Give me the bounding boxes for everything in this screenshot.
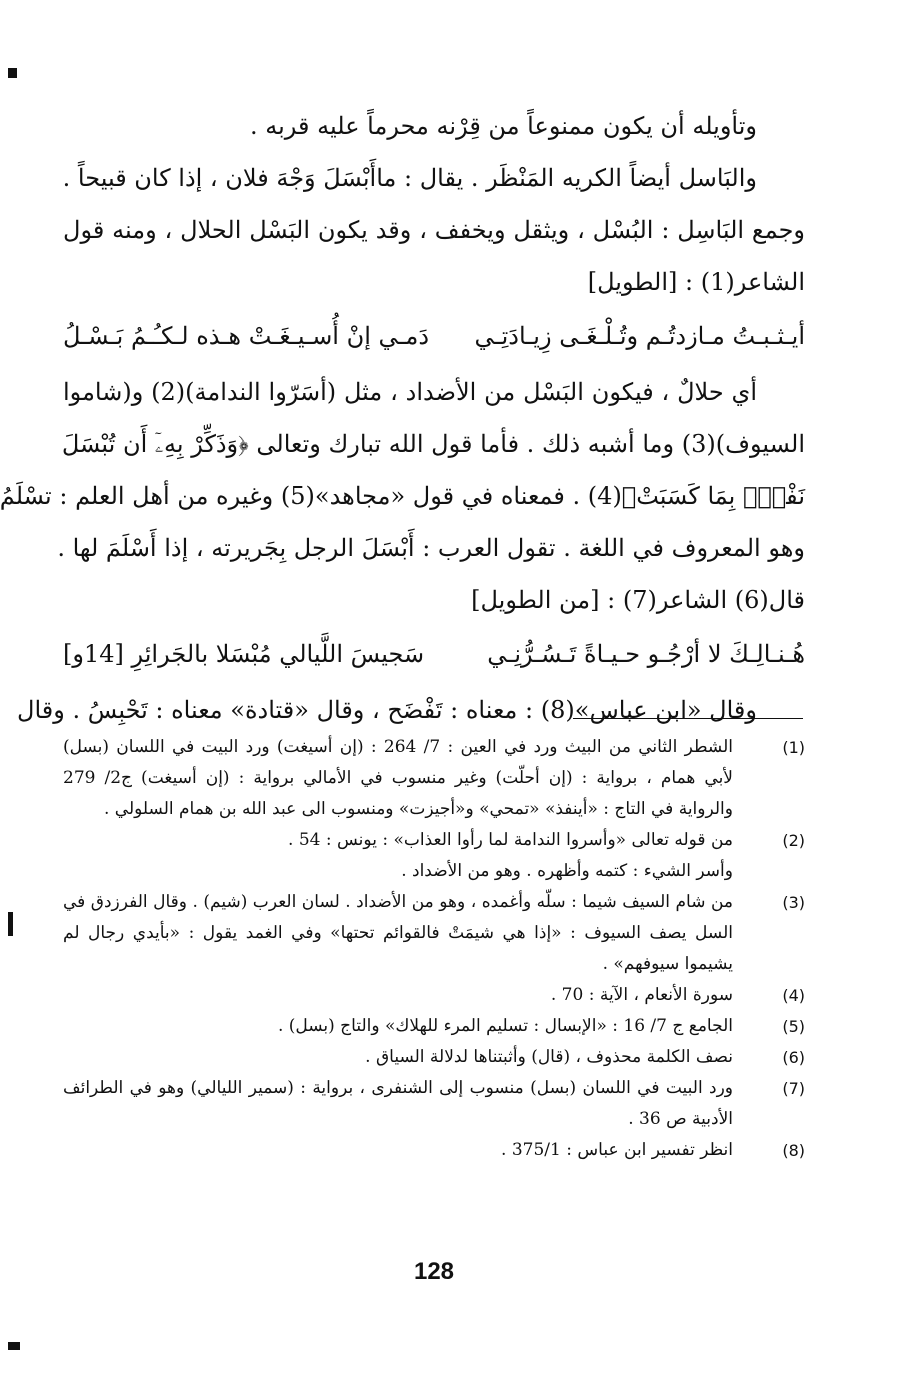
text-line: الشاعر(1) : [الطويل] bbox=[587, 268, 805, 296]
footnote-text: من شام السيف شيما : سلّه وأغمده ، وهو من الأضداد . لسان العرب (شيم) . وقال الفرزدق في السل يصف السيوف : «إذا هي شيمَتْ فالقوائم تحتها» وفي الغمد يقول : «بأيدي رجال لم يشيموا سيوفهم» . bbox=[63, 892, 733, 974]
text-line: السيوف)(3) وما أشبه ذلك . فأما قول الله تبارك وتعالى ﴿وَذَكِّرْ بِهِۦٓ أَن تُبْسَلَ bbox=[61, 430, 805, 458]
footnote-text: انظر تفسير ابن عباس : 375/1 . bbox=[501, 1140, 733, 1160]
binding-mark bbox=[8, 912, 13, 936]
main-text bbox=[0, 100, 805, 736]
text-line: وقال «ابن عباس»(8) : معناه : تَفْضَح ، وقال «قتادة» معناه : تَحْبِسُ . وقال bbox=[17, 696, 757, 724]
footnote-number: (3) bbox=[782, 893, 805, 912]
text-line: وجمع البَاسِل : البُسْل ، ويثقل ويخفف ، وقد يكون البَسْل الحلال ، ومنه قول bbox=[63, 216, 805, 244]
footnote-separator bbox=[573, 718, 803, 719]
footnote-text: الجامع ج 7/ 16 : «الإبسال : تسليم المرء للهلاك» والتاج (بسل) . bbox=[277, 1016, 733, 1036]
footnote bbox=[63, 825, 805, 856]
poem-verse bbox=[63, 308, 805, 366]
text-line: والبَاسل أيضاً الكريه المَنْظَر . يقال : ماأَبْسَلَ وَجْهَ فلان ، إذا كان قبيحاً . bbox=[62, 164, 757, 192]
footnote-number: (2) bbox=[782, 831, 805, 850]
footnote-text: نصف الكلمة محذوف ، (قال) وأثبتناها لدلالة السياق . bbox=[365, 1047, 733, 1067]
text-line: وتأويله أن يكون ممنوعاً من قِرْنه محرماً عليه قربه . bbox=[250, 112, 757, 140]
footnote bbox=[63, 1042, 805, 1073]
page-number: 128 bbox=[413, 1258, 455, 1285]
text-line: قال(6) الشاعر(7) : [من الطويل] bbox=[471, 586, 805, 614]
footnote-text: من قوله تعالى «وأسروا الندامة لما رأوا العذاب» : يونس : 54 . bbox=[288, 830, 733, 850]
footnote-number bbox=[733, 856, 805, 887]
footnote bbox=[63, 1011, 805, 1042]
footnote bbox=[63, 732, 805, 825]
binding-mark bbox=[8, 1342, 20, 1350]
text-line: نَفْسٌۢ بِمَا كَسَبَتْ﴾(4) . فمعناه في قول «مجاهد»(5) وغيره من أهل العلم : تسْلَمُ bbox=[0, 482, 805, 510]
footnote bbox=[63, 856, 805, 887]
footnotes bbox=[63, 732, 805, 1166]
footnote-number: (8) bbox=[782, 1141, 805, 1160]
verse-second-hemistich: دَمـي إنْ أُسـيـغَـتْ هـذه لـكـُـمُ بَـسْـلُ bbox=[63, 322, 430, 350]
verse-second-hemistich: سَجيسَ اللَّيالي مُبْسَلا بالجَرائِرِ [14و] bbox=[63, 640, 425, 668]
footnote bbox=[63, 1073, 805, 1135]
footnote bbox=[63, 887, 805, 980]
poem-verse bbox=[63, 626, 805, 684]
footnote bbox=[63, 1135, 805, 1166]
verse-first-hemistich: هُـنـالِـكَ لا أرْجُـو حـيـاةً تَـسُـرُّنِـي bbox=[487, 640, 805, 668]
verse-first-hemistich: أيـثـبـتُ مـازدتُـم وتُـلْـغَـى زِيـادَتِـي bbox=[474, 322, 805, 350]
footnote-text: وأسر الشيء : كتمه وأظهره . وهو من الأضداد . bbox=[401, 861, 733, 881]
footnote bbox=[63, 980, 805, 1011]
footnote-text: سورة الأنعام ، الآية : 70 . bbox=[550, 985, 733, 1005]
footnote-number: (7) bbox=[782, 1079, 805, 1098]
text-line: أي حلالٌ ، فيكون البَسْل من الأضداد ، مثل (أسَرّوا الندامة)(2) و(شاموا bbox=[63, 378, 757, 406]
footnote-number: (4) bbox=[782, 986, 805, 1005]
footnote-text: ورد البيت في اللسان (بسل) منسوب إلى الشنفرى ، برواية : (سمير الليالي) وهو في الطرائف الأدبية ص 36 . bbox=[63, 1078, 733, 1129]
footnote-number: (6) bbox=[782, 1048, 805, 1067]
footnote-text: الشطر الثاني من البيث ورد في العين : 7/ 264 : (إن أسيغت) ورد البيت في اللسان (بسل) لأبي همام ، برواية : (إن أحلّت) وغير منسوب في الأمالي برواية : (إن أسيغت) ج2/ 279 والرواية في التاج : «أينفذ» «تمحي» و«أجيزت» ومنسوب الى عبد الله بن همام السلولي . bbox=[63, 737, 734, 819]
footnote-number: (5) bbox=[782, 1017, 805, 1036]
binding-mark bbox=[8, 68, 17, 78]
text-line: وهو المعروف في اللغة . تقول العرب : أَبْسَلَ الرجل بِجَريرته ، إذا أَسْلَمَ لها . bbox=[57, 534, 805, 562]
footnote-number: (1) bbox=[782, 738, 805, 757]
